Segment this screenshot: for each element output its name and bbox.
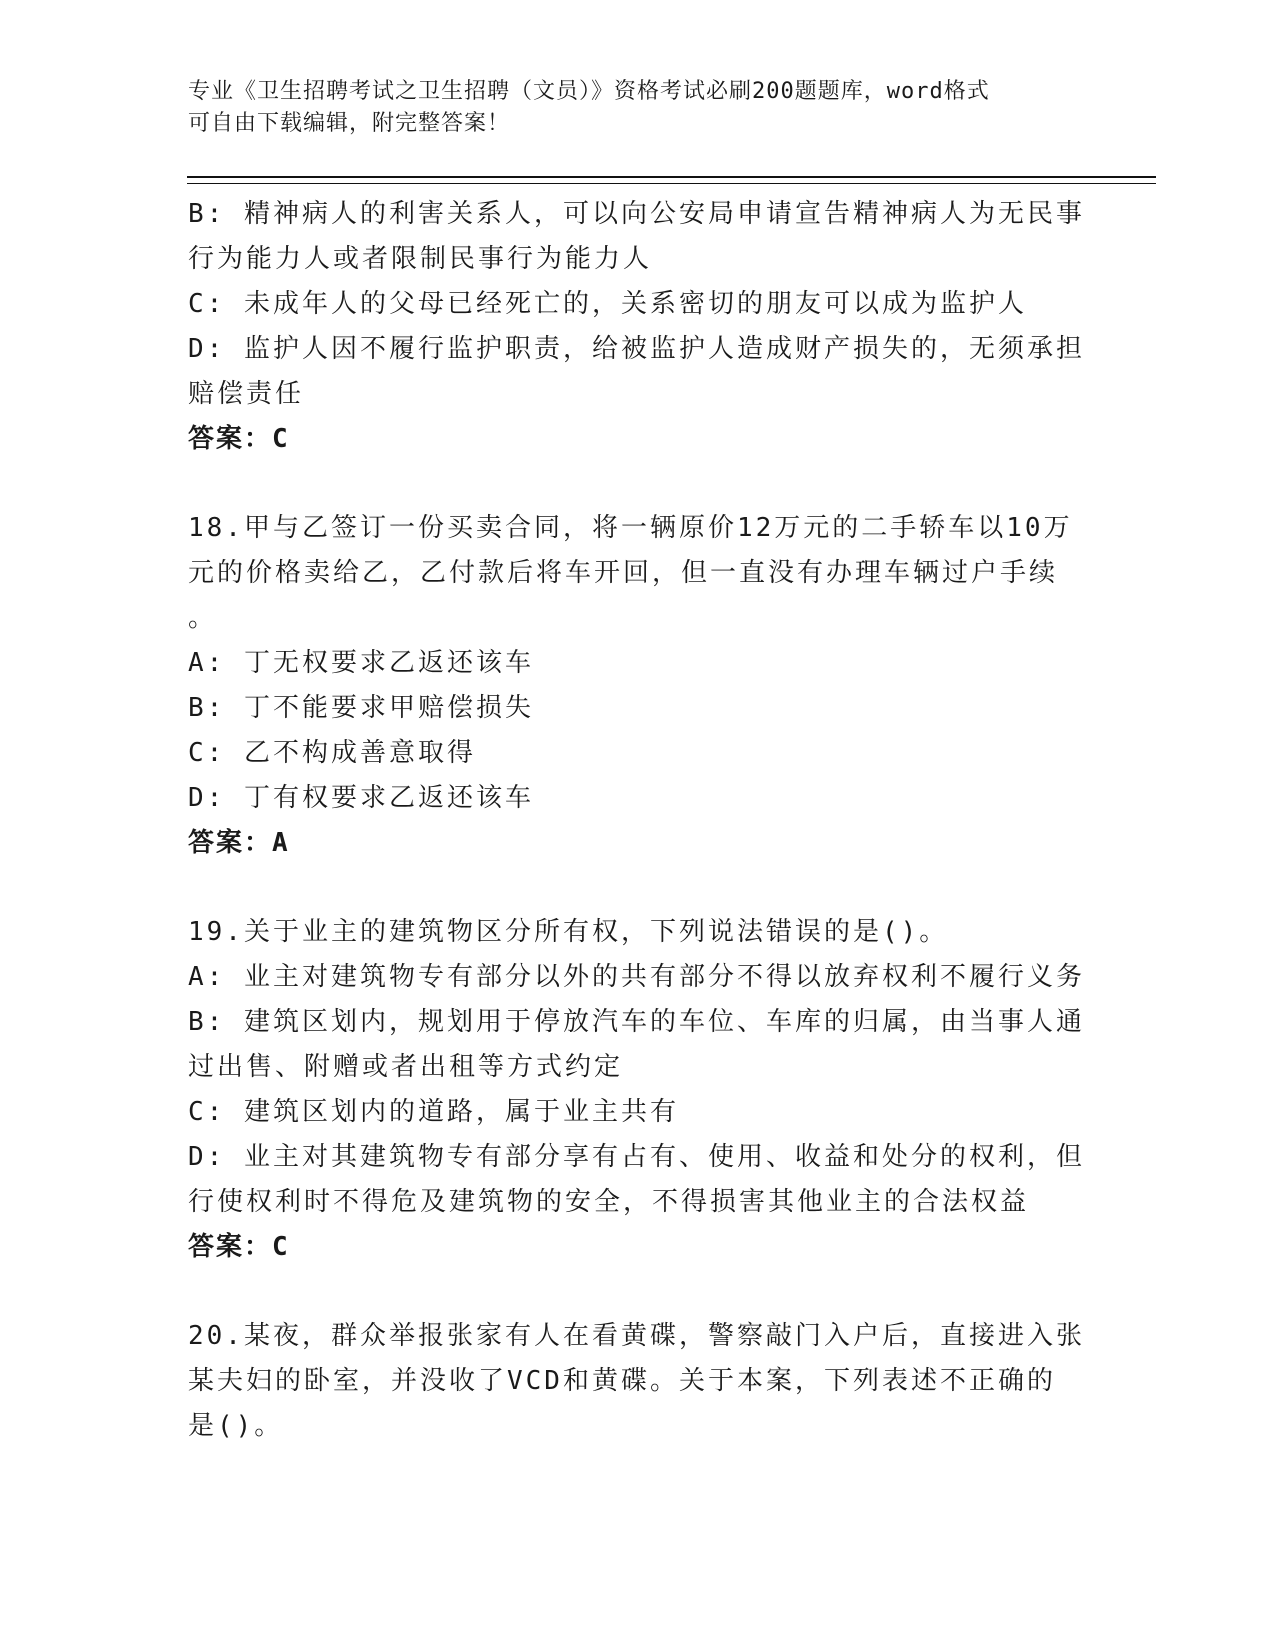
q19-option-d-line-1: D: 业主对其建筑物专有部分享有占有、使用、收益和处分的权利，但	[188, 1142, 1085, 1172]
q19-stem: 19.关于业主的建筑物区分所有权，下列说法错误的是()。	[188, 917, 949, 947]
q19-option-c: C: 建筑区划内的道路，属于业主共有	[188, 1097, 679, 1127]
q18-stem-line-1: 18.甲与乙签订一份买卖合同，将一辆原价12万元的二手轿车以10万	[188, 513, 1073, 543]
question-19	[188, 910, 1108, 1270]
q18-option-c: C: 乙不构成善意取得	[188, 738, 476, 768]
spacer	[188, 462, 1108, 506]
q18-stem-line-2: 元的价格卖给乙，乙付款后将车开回，但一直没有办理车辆过户手续	[188, 558, 1059, 588]
document-header	[188, 76, 1068, 140]
header-divider-thick	[187, 176, 1156, 178]
q20-stem-line-3: 是()。	[188, 1411, 284, 1441]
q19-option-b-line-2: 过出售、附赠或者出租等方式约定	[188, 1052, 624, 1082]
q17-option-d-line-1: D: 监护人因不履行监护职责，给被监护人造成财产损失的，无须承担	[188, 334, 1085, 364]
header-line-1: 专业《卫生招聘考试之卫生招聘（文员）》资格考试必刷200题题库，word格式	[188, 79, 990, 104]
q17-answer: 答案：C	[188, 424, 290, 454]
q19-option-a: A: 业主对建筑物专有部分以外的共有部分不得以放弃权利不履行义务	[188, 962, 1085, 992]
spacer	[188, 1270, 1108, 1314]
q20-stem-line-2: 某夫妇的卧室，并没收了VCD和黄碟。关于本案，下列表述不正确的	[188, 1366, 1056, 1396]
q19-option-b-line-1: B: 建筑区划内，规划用于停放汽车的车位、车库的归属，由当事人通	[188, 1007, 1085, 1037]
header-divider-thin	[187, 183, 1156, 184]
q17-option-b-line-1: B: 精神病人的利害关系人，可以向公安局申请宣告精神病人为无民事	[188, 199, 1085, 229]
q18-option-d: D: 丁有权要求乙返还该车	[188, 783, 534, 813]
q20-stem-line-1: 20.某夜，群众举报张家有人在看黄碟，警察敲门入户后，直接进入张	[188, 1321, 1085, 1351]
question-content	[188, 192, 1108, 1449]
q17-option-d-line-2: 赔偿责任	[188, 379, 305, 409]
header-line-2: 可自由下载编辑，附完整答案！	[188, 111, 511, 136]
q17-option-c: C: 未成年人的父母已经死亡的，关系密切的朋友可以成为监护人	[188, 289, 1027, 319]
q18-answer: 答案：A	[188, 828, 290, 858]
spacer	[188, 866, 1108, 910]
q17-option-b-line-2: 行为能力人或者限制民事行为能力人	[188, 244, 653, 274]
q18-stem-line-3: 。	[188, 603, 218, 633]
q19-option-d-line-2: 行使权利时不得危及建筑物的安全，不得损害其他业主的合法权益	[188, 1187, 1030, 1217]
question-17	[188, 192, 1108, 462]
question-20	[188, 1314, 1108, 1449]
q19-answer: 答案：C	[188, 1232, 290, 1262]
q18-option-a: A: 丁无权要求乙返还该车	[188, 648, 534, 678]
question-18	[188, 506, 1108, 866]
q18-option-b: B: 丁不能要求甲赔偿损失	[188, 693, 534, 723]
